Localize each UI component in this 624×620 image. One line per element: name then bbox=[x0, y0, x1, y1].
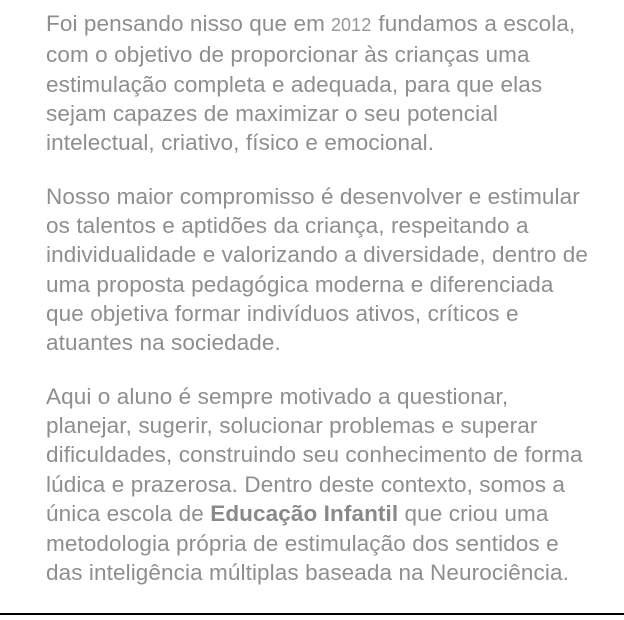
bottom-divider bbox=[0, 613, 624, 615]
text-line: planejar, sugerir, solucionar problemas e superar bbox=[46, 413, 538, 439]
article-text bbox=[46, 9, 598, 611]
text-line: uma proposta pedagógica moderna e diferenciada bbox=[46, 271, 554, 297]
text-line: estimulação completa e adequada, para que elas bbox=[46, 71, 543, 97]
text-run: fundamos a escola, bbox=[378, 11, 576, 36]
text-line: Aqui o aluno é sempre motivado a questionar, bbox=[46, 383, 509, 409]
text-line: lúdica e prazerosa. Dentro deste contexto, somos a bbox=[46, 471, 566, 497]
text-line: Nosso maior compromisso é desenvolver e estimular bbox=[46, 183, 580, 209]
text-line bbox=[46, 499, 598, 528]
text-line: intelectual, criativo, físico e emocional. bbox=[46, 130, 435, 156]
text-line: das inteligência múltiplas baseada na Neurociência. bbox=[46, 559, 569, 585]
text-line: atuantes na sociedade. bbox=[46, 330, 281, 356]
paragraph-methodology bbox=[46, 382, 598, 587]
text-line bbox=[46, 9, 598, 40]
bold-educacao-infantil: Educação Infantil bbox=[210, 501, 399, 527]
text-run: Foi pensando nisso que em bbox=[46, 11, 325, 36]
text-line: os talentos e aptidões da criança, respeitando a bbox=[46, 213, 529, 239]
year-value: 2012 bbox=[330, 15, 372, 35]
text-line: com o objetivo de proporcionar às crianças uma bbox=[46, 42, 530, 68]
text-run: que criou uma bbox=[398, 501, 549, 527]
text-run: única escola de bbox=[46, 501, 211, 527]
text-line: individualidade e valorizando a diversidade, dentro de bbox=[46, 242, 589, 268]
text-line: dificuldades, construindo seu conhecimento de forma bbox=[46, 442, 583, 468]
text-line: que objetiva formar indivíduos ativos, críticos e bbox=[46, 301, 519, 327]
text-line: sejam capazes de maximizar o seu potencial bbox=[46, 101, 498, 127]
text-line: metodologia própria de estimulação dos sentidos e bbox=[46, 530, 559, 556]
paragraph-founding bbox=[46, 9, 598, 158]
paragraph-commitment bbox=[46, 182, 598, 358]
